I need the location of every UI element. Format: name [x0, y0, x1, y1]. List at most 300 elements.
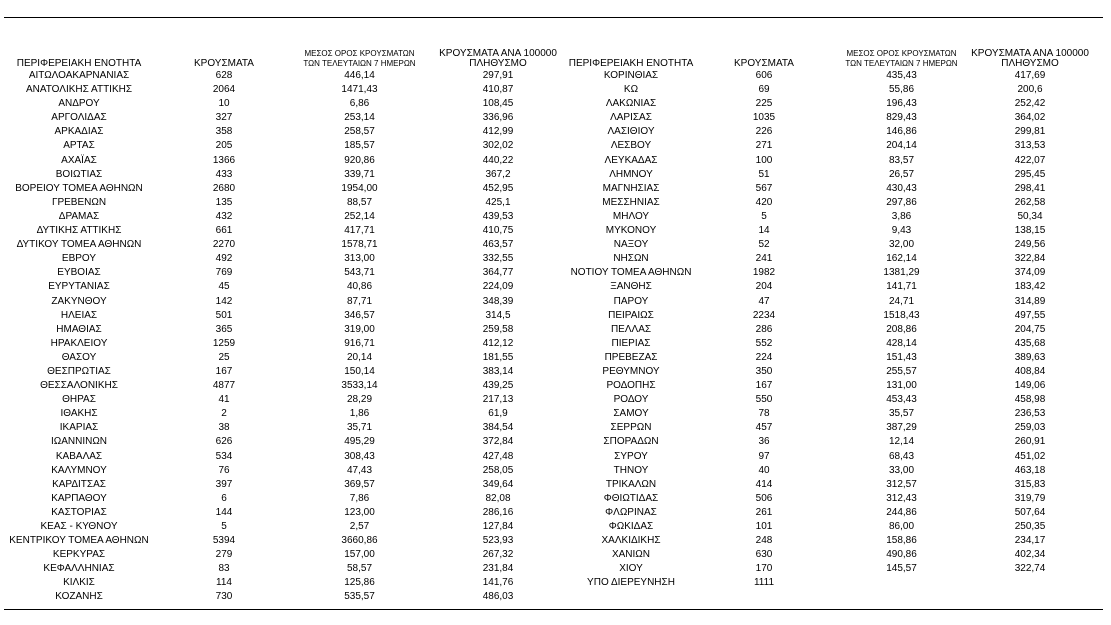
table-row — [556, 337, 1106, 351]
cases-cell: 248 — [755, 535, 773, 547]
table-row — [556, 393, 1106, 407]
cases-cell: 14 — [758, 225, 770, 237]
region-cell: ΧΑΝΙΩΝ — [611, 549, 651, 561]
region-cell: ΑΡΤΑΣ — [63, 140, 95, 152]
header-per-line1: ΚΡΟΥΣΜΑΤΑ ΑΝΑ 100000 — [439, 48, 557, 59]
cases-cell: 2680 — [212, 182, 236, 194]
region-cell: ΑΡΚΑΔΙΑΣ — [54, 126, 104, 138]
avg-7day-cell: 32,00 — [888, 239, 915, 251]
per-100k-cell: 408,84 — [1014, 365, 1046, 377]
region-cell: ΦΛΩΡΙΝΑΣ — [605, 506, 657, 518]
avg-7day-cell: 1381,29 — [883, 267, 920, 279]
avg-7day-cell: 319,00 — [344, 323, 375, 335]
cases-cell: 101 — [755, 521, 773, 532]
per-100k-cell: 250,35 — [1014, 521, 1046, 532]
cases-cell: 97 — [758, 450, 770, 462]
per-100k-cell: 224,09 — [482, 281, 514, 293]
cases-cell: 626 — [215, 436, 233, 448]
cases-cell: 432 — [215, 210, 233, 222]
avg-7day-cell: 3533,14 — [341, 380, 378, 392]
per-100k-cell: 204,75 — [1014, 323, 1046, 335]
per-100k-cell: 497,55 — [1014, 309, 1046, 321]
region-cell: ΘΗΡΑΣ — [62, 394, 96, 406]
table-row — [556, 252, 1106, 266]
avg-7day-cell: 145,57 — [886, 563, 917, 575]
avg-7day-cell: 7,86 — [349, 492, 370, 504]
avg-7day-cell: 244,86 — [886, 506, 917, 518]
per-100k-cell: 258,05 — [482, 464, 514, 476]
per-100k-cell: 463,18 — [1014, 464, 1046, 476]
table-row — [4, 379, 554, 393]
per-100k-cell: 348,39 — [482, 295, 514, 307]
avg-7day-cell: 28,29 — [346, 394, 373, 406]
table-row — [556, 69, 1106, 83]
table-row — [556, 280, 1106, 294]
table-row — [4, 548, 554, 562]
cases-cell: 506 — [755, 492, 773, 504]
per-100k-cell: 217,13 — [482, 394, 514, 406]
region-cell: ΚΩ — [623, 84, 639, 96]
header-per-line2: ΠΛΗΘΥΣΜΟ — [469, 58, 527, 69]
per-100k-cell: 458,98 — [1014, 394, 1046, 406]
per-100k-cell: 252,42 — [1014, 98, 1046, 110]
cases-cell: 567 — [755, 182, 773, 194]
per-100k-cell: 439,25 — [482, 380, 514, 392]
per-100k-cell: 234,17 — [1014, 535, 1046, 547]
table-row — [4, 492, 554, 506]
header-avg — [292, 49, 427, 69]
region-cell: ΙΘΑΚΗΣ — [60, 408, 98, 420]
region-cell: ΤΗΝΟΥ — [613, 464, 649, 476]
region-cell: ΛΕΣΒΟΥ — [610, 140, 652, 152]
region-cell: ΣΕΡΡΩΝ — [610, 422, 652, 434]
avg-7day-cell: 2,57 — [349, 521, 370, 532]
avg-7day-cell: 435,43 — [886, 70, 917, 81]
avg-7day-cell: 253,14 — [344, 112, 375, 124]
table-row — [556, 182, 1106, 196]
region-cell: ΛΕΥΚΑΔΑΣ — [604, 154, 658, 166]
avg-7day-cell: 131,00 — [886, 380, 917, 392]
header-per-line2: ΠΛΗΘΥΣΜΟ — [1001, 58, 1059, 69]
per-100k-cell: 427,48 — [482, 450, 514, 462]
per-100k-cell: 319,79 — [1014, 492, 1046, 504]
cases-cell: 271 — [755, 140, 773, 152]
table-row — [556, 168, 1106, 182]
per-100k-cell: 451,02 — [1014, 450, 1046, 462]
table-row — [4, 295, 554, 309]
table-row — [4, 393, 554, 407]
region-cell: ΡΟΔΟΠΗΣ — [606, 380, 656, 392]
cases-cell: 114 — [216, 577, 232, 589]
cases-cell: 2234 — [752, 309, 776, 321]
avg-7day-cell: 157,00 — [344, 549, 375, 561]
region-cell: ΕΒΡΟΥ — [61, 253, 97, 265]
avg-7day-cell: 916,71 — [344, 337, 375, 349]
per-100k-cell: 322,84 — [1014, 253, 1046, 265]
per-100k-cell: 452,95 — [482, 182, 514, 194]
region-cell: ΕΥΡΥΤΑΝΙΑΣ — [48, 281, 110, 293]
region-cell: ΕΥΒΟΙΑΣ — [57, 267, 101, 279]
region-cell: ΜΗΛΟΥ — [612, 210, 650, 222]
table-row — [4, 196, 554, 210]
header-cases: ΚΡΟΥΣΜΑΤΑ — [194, 58, 254, 69]
table-row — [4, 506, 554, 520]
table-row — [4, 210, 554, 224]
table-row — [556, 97, 1106, 111]
avg-7day-cell: 123,00 — [344, 506, 375, 518]
per-100k-cell: 422,07 — [1014, 154, 1046, 166]
region-cell: ΝΗΣΩΝ — [613, 253, 649, 265]
cases-cell: 100 — [755, 154, 773, 166]
avg-7day-cell: 446,14 — [344, 70, 375, 81]
per-100k-cell: 417,69 — [1014, 70, 1046, 81]
cases-cell: 144 — [215, 506, 233, 518]
table-row — [4, 464, 554, 478]
cases-cell: 358 — [215, 126, 233, 138]
header-cases: ΚΡΟΥΣΜΑΤΑ — [734, 58, 794, 69]
table-row — [4, 435, 554, 449]
cases-cell: 2 — [221, 408, 227, 420]
region-cell: ΖΑΚΥΝΘΟΥ — [51, 295, 107, 307]
cases-cell: 2270 — [212, 239, 236, 251]
region-cell: ΦΩΚΙΔΑΣ — [608, 521, 654, 532]
table-row — [556, 210, 1106, 224]
region-cell: ΑΙΤΩΛΟΑΚΑΡΝΑΝΙΑΣ — [28, 70, 130, 81]
per-100k-cell: 267,32 — [482, 549, 514, 561]
cases-cell: 630 — [755, 549, 773, 561]
per-100k-cell: 127,84 — [482, 521, 514, 532]
avg-7day-cell: 312,43 — [886, 492, 917, 504]
table-row — [556, 196, 1106, 210]
per-100k-cell: 523,93 — [482, 535, 514, 547]
region-cell: ΛΑΣΙΘΙΟΥ — [607, 126, 655, 138]
table-row — [556, 407, 1106, 421]
region-cell: ΜΥΚΟΝΟΥ — [605, 225, 657, 237]
per-100k-cell: 389,63 — [1014, 351, 1046, 363]
avg-7day-cell: 204,14 — [886, 140, 917, 152]
avg-7day-cell: 40,86 — [346, 281, 373, 293]
avg-7day-cell: 150,14 — [344, 365, 375, 377]
avg-7day-cell: 829,43 — [886, 112, 917, 124]
table-row — [4, 421, 554, 435]
table-body-left — [4, 69, 554, 605]
cases-cell: 69 — [758, 84, 770, 96]
table-row — [556, 435, 1106, 449]
avg-7day-cell: 55,86 — [888, 84, 915, 96]
region-cell: ΘΑΣΟΥ — [61, 351, 97, 363]
avg-7day-cell: 1,86 — [349, 408, 370, 420]
avg-7day-cell: 33,00 — [888, 464, 915, 476]
avg-7day-cell: 86,00 — [888, 521, 915, 532]
avg-7day-cell: 453,43 — [886, 394, 917, 406]
table-row — [556, 266, 1106, 280]
cases-cell: 52 — [758, 239, 770, 251]
avg-7day-cell: 490,86 — [886, 549, 917, 561]
per-100k-cell: 410,87 — [482, 84, 514, 96]
per-100k-cell: 425,1 — [485, 196, 511, 208]
per-100k-cell: 383,14 — [482, 365, 514, 377]
avg-7day-cell: 20,14 — [346, 351, 373, 363]
avg-7day-cell: 339,71 — [344, 168, 375, 180]
avg-7day-cell: 58,57 — [346, 563, 373, 575]
avg-7day-cell: 1518,43 — [883, 309, 920, 321]
table-row — [4, 182, 554, 196]
avg-7day-cell: 430,43 — [886, 182, 917, 194]
cases-cell: 433 — [215, 168, 233, 180]
avg-7day-cell: 255,57 — [886, 365, 917, 377]
table-row — [556, 309, 1106, 323]
region-cell: ΑΝΑΤΟΛΙΚΗΣ ΑΤΤΙΚΗΣ — [25, 84, 133, 96]
per-100k-cell: 286,16 — [482, 506, 514, 518]
cases-cell: 279 — [215, 549, 233, 561]
avg-7day-cell: 369,57 — [344, 478, 375, 490]
header-per-line1: ΚΡΟΥΣΜΑΤΑ ΑΝΑ 100000 — [971, 48, 1089, 59]
avg-7day-cell: 312,57 — [886, 478, 917, 490]
per-100k-cell: 200,6 — [1017, 84, 1043, 96]
header-avg-line1: ΜΕΣΟΣ ΟΡΟΣ ΚΡΟΥΣΜΑΤΩΝ — [846, 49, 957, 58]
per-100k-cell: 259,03 — [1014, 422, 1046, 434]
region-cell: ΓΡΕΒΕΝΩΝ — [51, 196, 107, 208]
avg-7day-cell: 146,86 — [886, 126, 917, 138]
table-body-right — [556, 69, 1106, 590]
cases-cell: 350 — [755, 365, 773, 377]
cases-cell: 45 — [218, 281, 230, 293]
cases-cell: 135 — [215, 196, 233, 208]
per-100k-cell: 463,57 — [482, 239, 514, 251]
region-cell: ΗΡΑΚΛΕΙΟΥ — [50, 337, 108, 349]
avg-7day-cell: 26,57 — [888, 168, 915, 180]
table-row — [556, 379, 1106, 393]
avg-7day-cell: 24,71 — [888, 295, 915, 307]
table-left-half — [4, 41, 557, 605]
avg-7day-cell: 313,00 — [344, 253, 375, 265]
avg-7day-cell: 428,14 — [886, 337, 917, 349]
avg-7day-cell: 12,14 — [888, 436, 915, 448]
avg-7day-cell: 1954,00 — [341, 182, 378, 194]
per-100k-cell: 332,55 — [482, 253, 514, 265]
region-cell: ΒΟΙΩΤΙΑΣ — [55, 168, 103, 180]
header-avg-line2: ΤΩΝ ΤΕΛΕΥΤΑΙΩΝ 7 ΗΜΕΡΩΝ — [845, 59, 958, 68]
region-cell: ΡΕΘΥΜΝΟΥ — [602, 365, 660, 377]
avg-7day-cell: 1471,43 — [341, 84, 378, 96]
table-row — [4, 125, 554, 139]
table-row — [556, 562, 1106, 576]
region-cell: ΔΡΑΜΑΣ — [58, 210, 100, 222]
cases-cell: 5 — [761, 210, 767, 222]
table-row — [556, 351, 1106, 365]
region-cell: ΞΑΝΘΗΣ — [610, 281, 652, 293]
table-row — [4, 520, 554, 534]
avg-7day-cell: 308,43 — [344, 450, 375, 462]
region-cell: ΗΛΕΙΑΣ — [60, 309, 98, 321]
per-100k-cell: 262,58 — [1014, 196, 1046, 208]
region-cell: ΒΟΡΕΙΟΥ ΤΟΜΕΑ ΑΘΗΝΩΝ — [15, 182, 143, 194]
region-cell: ΚΟΖΑΝΗΣ — [55, 591, 103, 603]
header-per-100k — [960, 49, 1100, 69]
region-cell: ΚΑΛΥΜΝΟΥ — [51, 464, 107, 476]
per-100k-cell: 349,64 — [482, 478, 514, 490]
header-avg-line1: ΜΕΣΟΣ ΟΡΟΣ ΚΡΟΥΣΜΑΤΩΝ — [304, 49, 415, 58]
region-cell: ΛΑΚΩΝΙΑΣ — [605, 98, 657, 110]
region-cell: ΦΘΙΩΤΙΔΑΣ — [603, 492, 659, 504]
cases-cell: 225 — [755, 98, 773, 110]
per-100k-cell: 412,12 — [482, 337, 514, 349]
per-100k-cell: 367,2 — [485, 168, 511, 180]
region-cell: ΚΕΦΑΛΛΗΝΙΑΣ — [43, 563, 115, 575]
cases-cell: 1982 — [752, 267, 776, 279]
cases-cell: 2064 — [212, 84, 236, 96]
region-cell: ΠΡΕΒΕΖΑΣ — [604, 351, 658, 363]
region-cell: ΘΕΣΣΑΛΟΝΙΚΗΣ — [40, 380, 118, 392]
table-row — [556, 534, 1106, 548]
table-row — [556, 450, 1106, 464]
avg-7day-cell: 9,43 — [891, 225, 912, 237]
table-row — [4, 309, 554, 323]
region-cell: ΛΑΡΙΣΑΣ — [610, 112, 652, 124]
region-cell: ΚΑΡΔΙΤΣΑΣ — [52, 478, 106, 490]
cases-cell: 226 — [755, 126, 773, 138]
table-row — [4, 365, 554, 379]
region-cell: ΜΕΣΣΗΝΙΑΣ — [602, 196, 660, 208]
per-100k-cell: 486,03 — [482, 591, 514, 603]
per-100k-cell: 315,83 — [1014, 478, 1046, 490]
cases-cell: 205 — [215, 140, 233, 152]
bottom-rule — [4, 609, 1103, 610]
region-cell: ΣΥΡΟΥ — [614, 450, 648, 462]
region-cell: ΣΠΟΡΑΔΩΝ — [603, 436, 659, 448]
cases-cell: 78 — [758, 408, 770, 420]
cases-cell: 76 — [218, 464, 230, 476]
per-100k-cell: 313,53 — [1014, 140, 1046, 152]
region-cell: ΤΡΙΚΑΛΩΝ — [605, 478, 657, 490]
per-100k-cell: 439,53 — [482, 210, 514, 222]
table-row — [556, 576, 1106, 590]
per-100k-cell: 231,84 — [482, 563, 514, 575]
per-100k-cell: 299,81 — [1014, 126, 1046, 138]
per-100k-cell: 236,53 — [1014, 408, 1046, 420]
per-100k-cell: 364,02 — [1014, 112, 1046, 124]
per-100k-cell: 260,91 — [1014, 436, 1046, 448]
region-cell: ΑΡΓΟΛΙΔΑΣ — [51, 112, 107, 124]
cases-cell: 550 — [755, 394, 773, 406]
table-row — [4, 154, 554, 168]
avg-7day-cell: 35,71 — [346, 422, 373, 434]
avg-7day-cell: 125,86 — [344, 577, 375, 589]
avg-7day-cell: 543,71 — [344, 267, 375, 279]
cases-cell: 661 — [215, 225, 233, 237]
per-100k-cell: 297,91 — [482, 70, 514, 81]
table-row — [556, 83, 1106, 97]
avg-7day-cell: 158,86 — [886, 535, 917, 547]
avg-7day-cell: 68,43 — [888, 450, 915, 462]
table-row — [4, 224, 554, 238]
table-row — [4, 280, 554, 294]
table-row — [4, 562, 554, 576]
table-row — [556, 548, 1106, 562]
avg-7day-cell: 258,57 — [344, 126, 375, 138]
avg-7day-cell: 417,71 — [344, 225, 375, 237]
per-100k-cell: 384,54 — [482, 422, 514, 434]
cases-cell: 47 — [758, 295, 770, 307]
per-100k-cell: 298,41 — [1014, 182, 1046, 194]
region-cell: ΔΥΤΙΚΗΣ ΑΤΤΙΚΗΣ — [36, 225, 122, 237]
table-row — [556, 365, 1106, 379]
per-100k-cell: 61,9 — [488, 408, 508, 420]
table-row — [4, 69, 554, 83]
avg-7day-cell: 151,43 — [886, 351, 917, 363]
region-cell: ΧΑΛΚΙΔΙΚΗΣ — [601, 535, 661, 547]
region-cell: ΧΙΟΥ — [619, 563, 643, 575]
cases-cell: 10 — [218, 98, 230, 110]
table-row — [556, 111, 1106, 125]
cases-cell: 1259 — [212, 337, 236, 349]
header-per-100k — [434, 49, 562, 69]
region-cell: ΚΑΒΑΛΑΣ — [55, 450, 103, 462]
region-cell: ΜΑΓΝΗΣΙΑΣ — [602, 182, 660, 194]
region-cell: ΗΜΑΘΙΑΣ — [56, 323, 102, 335]
header-avg-line2: ΤΩΝ ΤΕΛΕΥΤΑΙΩΝ 7 ΗΜΕΡΩΝ — [303, 59, 416, 68]
avg-7day-cell: 83,57 — [888, 154, 915, 166]
table-row — [4, 337, 554, 351]
avg-7day-cell: 87,71 — [346, 295, 373, 307]
table-row — [4, 407, 554, 421]
per-100k-cell: 302,02 — [482, 140, 514, 152]
cases-cell: 167 — [755, 380, 773, 392]
cases-cell: 4877 — [212, 380, 236, 392]
cases-cell: 142 — [215, 295, 233, 307]
cases-cell: 534 — [215, 450, 233, 462]
avg-7day-cell: 35,57 — [888, 408, 915, 420]
region-cell: ΠΙΕΡΙΑΣ — [611, 337, 651, 349]
table-row — [556, 154, 1106, 168]
cases-cell: 38 — [218, 422, 230, 434]
cases-cell: 6 — [221, 492, 227, 504]
region-cell: ΛΗΜΝΟΥ — [609, 168, 653, 180]
region-cell: ΥΠΟ ΔΙΕΡΕΥΝΗΣΗ — [587, 577, 675, 589]
avg-7day-cell: 495,29 — [344, 436, 375, 448]
cases-cell: 501 — [215, 309, 233, 321]
per-100k-cell: 372,84 — [482, 436, 514, 448]
cases-cell: 40 — [758, 464, 770, 476]
cases-cell: 286 — [755, 323, 773, 335]
cases-cell: 414 — [755, 478, 773, 490]
region-cell: ΙΩΑΝΝΙΝΩΝ — [50, 436, 108, 448]
region-cell: ΚΙΛΚΙΣ — [63, 577, 95, 589]
table-row — [4, 168, 554, 182]
header-row — [4, 41, 557, 69]
table-row — [4, 576, 554, 590]
cases-cell: 457 — [755, 422, 773, 434]
cases-cell: 552 — [755, 337, 773, 349]
table-row — [4, 590, 554, 604]
region-cell: ΝΑΞΟΥ — [613, 239, 649, 251]
per-100k-cell: 259,58 — [482, 323, 514, 335]
table-row — [4, 351, 554, 365]
per-100k-cell: 181,55 — [482, 351, 514, 363]
cases-cell: 327 — [215, 112, 233, 124]
cases-cell: 628 — [215, 70, 233, 81]
avg-7day-cell: 346,57 — [344, 309, 375, 321]
cases-cell: 261 — [755, 506, 773, 518]
per-100k-cell: 410,75 — [482, 225, 514, 237]
table-row — [4, 97, 554, 111]
table-right-half — [556, 41, 1106, 590]
region-cell: ΚΕΡΚΥΡΑΣ — [52, 549, 106, 561]
per-100k-cell: 108,45 — [482, 98, 514, 110]
region-cell: ΑΝΔΡΟΥ — [58, 98, 100, 110]
table-row — [556, 464, 1106, 478]
per-100k-cell: 141,76 — [482, 577, 514, 589]
